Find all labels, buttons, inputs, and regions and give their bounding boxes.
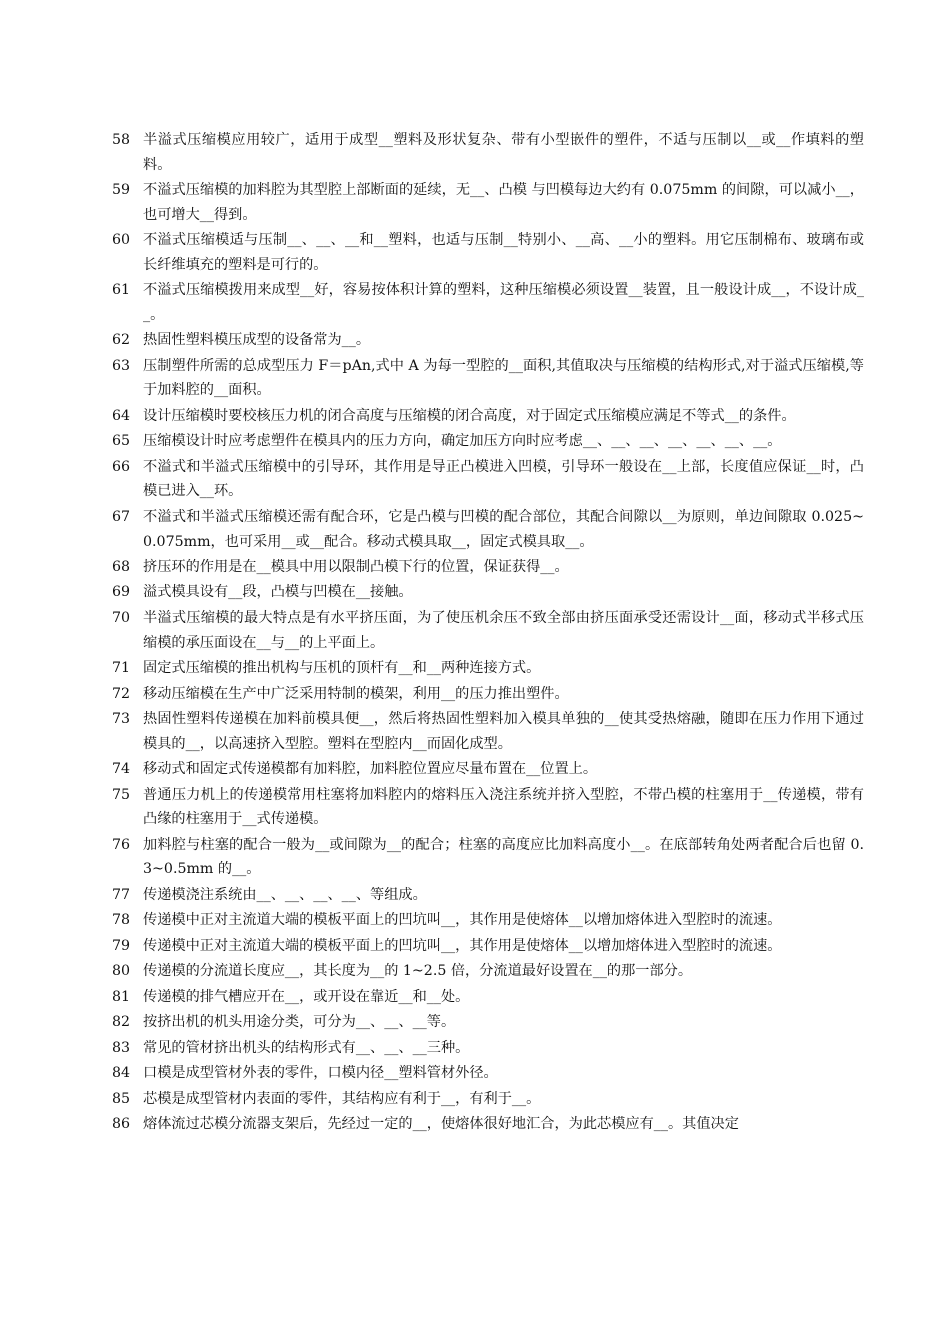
question-number: 69 — [112, 584, 131, 601]
question-item — [112, 757, 864, 782]
question-number: 72 — [112, 685, 131, 702]
question-text: 挤压环的作用是在__模具中用以限制凸模下行的位置，保证获得__。 — [143, 559, 569, 575]
question-text: 口模是成型管材外表的零件，口模内径__塑料管材外径。 — [143, 1065, 498, 1082]
question-number: 60 — [112, 232, 131, 249]
question-text: 传递模中正对主流道大端的模板平面上的凹坑叫__，其作用是使熔体__以增加熔体进入型腔时的流速。 — [143, 937, 782, 954]
question-text: 热固性塑料模压成型的设备常为__。 — [143, 332, 371, 349]
question-item — [112, 1036, 864, 1061]
question-number: 75 — [112, 786, 131, 803]
question-number: 85 — [112, 1090, 131, 1107]
question-number: 79 — [112, 937, 131, 954]
question-item — [112, 1112, 864, 1137]
question-text: 传递模的排气槽应开在__，或开设在靠近__和__处。 — [143, 988, 470, 1005]
question-item — [112, 959, 864, 984]
question-item — [112, 606, 864, 655]
question-text: 溢式模具设有__段，凸模与凹模在__接触。 — [143, 584, 413, 601]
question-item — [112, 354, 864, 403]
question-item — [112, 883, 864, 908]
question-text: 按挤出机的机头用途分类，可分为__、__、__等。 — [143, 1014, 456, 1031]
question-number: 71 — [112, 660, 131, 677]
question-item — [112, 985, 864, 1010]
question-text: 传递模的分流道长度应__，其长度为__的 1~2.5 倍，分流道最好设置在__的那一部分。 — [143, 963, 693, 980]
question-text: 不溢式压缩模的加料腔为其型腔上部断面的延续，无__、凸模 与凹模每边大约有 0.075mm 的间隙，可以减小__，也可增大__得到。 — [143, 182, 864, 223]
question-text: 固定式压缩模的推出机构与压机的顶杆有__和__两种连接方式。 — [143, 660, 541, 677]
question-item — [112, 934, 864, 959]
question-number: 62 — [112, 332, 131, 349]
question-number: 74 — [112, 761, 131, 778]
question-text: 不溢式压缩模适与压制__、__、__和__塑料，也适与压制__特别小、__高、__小的塑料。用它压制棉布、玻璃布或长纤维填充的塑料是可行的。 — [143, 232, 864, 273]
question-number: 81 — [112, 988, 131, 1005]
question-text: 半溢式压缩模的最大特点是有水平挤压面，为了使压机余压不致全部由挤压面承受还需设计__面，移动式半移式压缩模的承压面设在__与__的上平面上。 — [143, 609, 864, 651]
question-number: 66 — [112, 458, 131, 475]
question-item — [112, 656, 864, 681]
question-list — [112, 128, 864, 1137]
question-number: 68 — [112, 559, 131, 575]
question-text: 半溢式压缩模应用较广，适用于成型__塑料及形状复杂、带有小型嵌件的塑件，不适与压制以__或__作填料的塑料。 — [143, 132, 864, 173]
question-item — [112, 128, 864, 177]
question-text: 压缩模设计时应考虑塑件在模具内的压力方向，确定加压方向时应考虑__、__、__、__、__、__、__。 — [143, 433, 782, 450]
question-item — [112, 455, 864, 504]
question-item — [112, 1061, 864, 1086]
question-item — [112, 404, 864, 429]
question-number: 76 — [112, 836, 131, 853]
question-number: 82 — [112, 1014, 131, 1031]
question-number: 73 — [112, 711, 131, 728]
question-text: 设计压缩模时要校核压力机的闭合高度与压缩模的闭合高度，对于固定式压缩模应满足不等式__的条件。 — [143, 407, 796, 424]
question-item — [112, 278, 864, 327]
question-number: 78 — [112, 912, 131, 929]
question-item — [112, 228, 864, 277]
question-item — [112, 555, 864, 580]
question-text: 不溢式压缩模拨用来成型__好，容易按体积计算的塑料，这种压缩模必须设置__装置，且一般设计成__，不设计成__。 — [143, 282, 864, 323]
question-number: 64 — [112, 407, 131, 424]
question-text: 熔体流过芯模分流器支架后，先经过一定的__，使熔体很好地汇合，为此芯模应有__。其值决定 — [143, 1116, 739, 1133]
question-number: 86 — [112, 1116, 131, 1133]
question-item — [112, 1087, 864, 1112]
question-number: 67 — [112, 508, 131, 525]
question-text: 传递模中正对主流道大端的模板平面上的凹坑叫__，其作用是使熔体__以增加熔体进入型腔时的流速。 — [143, 912, 782, 929]
question-text: 传递模浇注系统由__、__、__、__、等组成。 — [143, 886, 427, 903]
question-number: 70 — [112, 609, 131, 626]
question-item — [112, 1010, 864, 1035]
question-text: 芯模是成型管材内表面的零件，其结构应有利于__，有利于__。 — [143, 1090, 541, 1107]
question-number: 84 — [112, 1065, 131, 1082]
question-text: 普通压力机上的传递模常用柱塞将加料腔内的熔料压入浇注系统并挤入型腔，不带凸模的柱塞用于__传递模，带有凸缘的柱塞用于__式传递模。 — [143, 786, 864, 828]
question-number: 80 — [112, 963, 131, 980]
question-number: 59 — [112, 182, 131, 199]
question-number: 58 — [112, 132, 131, 148]
question-number: 63 — [112, 357, 131, 374]
question-number: 83 — [112, 1039, 131, 1056]
question-item — [112, 580, 864, 605]
question-item — [112, 429, 864, 454]
question-item — [112, 908, 864, 933]
question-number: 65 — [112, 433, 131, 450]
question-item — [112, 328, 864, 353]
question-text: 加料腔与柱塞的配合一般为__或间隙为__的配合；柱塞的高度应比加料高度小__。在底部转角处两者配合后也留 0.3~0.5mm 的__。 — [143, 836, 864, 878]
question-text: 不溢式和半溢式压缩模还需有配合环，它是凸模与凹模的配合部位，其配合间隙以__为原则，单边间隙取 0.025~0.075mm，也可采用__或__配合。移动式模具取__，固定式模具取__。 — [143, 508, 864, 550]
question-item — [112, 783, 864, 832]
question-text: 不溢式和半溢式压缩模中的引导环，其作用是导正凸模进入凹模，引导环一般设在__上部，长度值应保证__时，凸模已进入__环。 — [143, 458, 864, 500]
question-item — [112, 682, 864, 707]
question-item — [112, 505, 864, 554]
question-text: 移动压缩模在生产中广泛采用特制的模架，利用__的压力推出塑件。 — [143, 685, 569, 702]
question-number: 77 — [112, 886, 131, 903]
question-text: 移动式和固定式传递模都有加料腔，加料腔位置应尽量布置在__位置上。 — [143, 761, 598, 778]
question-item — [112, 178, 864, 227]
question-item — [112, 833, 864, 882]
question-text: 热固性塑料传递模在加料前模具便__，然后将热固性塑料加入模具单独的__使其受热熔融，随即在压力作用下通过模具的__，以高速挤入型腔。塑料在型腔内__而固化成型。 — [143, 711, 864, 752]
question-text: 常见的管材挤出机头的结构形式有__、__、__三种。 — [143, 1039, 470, 1056]
question-text: 压制塑件所需的总成型压力 F＝pAn,式中 A 为每一型腔的__面积,其值取决与压缩模的结构形式,对于溢式压缩模,等于加料腔的__面积。 — [143, 357, 864, 399]
question-item — [112, 707, 864, 756]
question-number: 61 — [112, 282, 131, 299]
